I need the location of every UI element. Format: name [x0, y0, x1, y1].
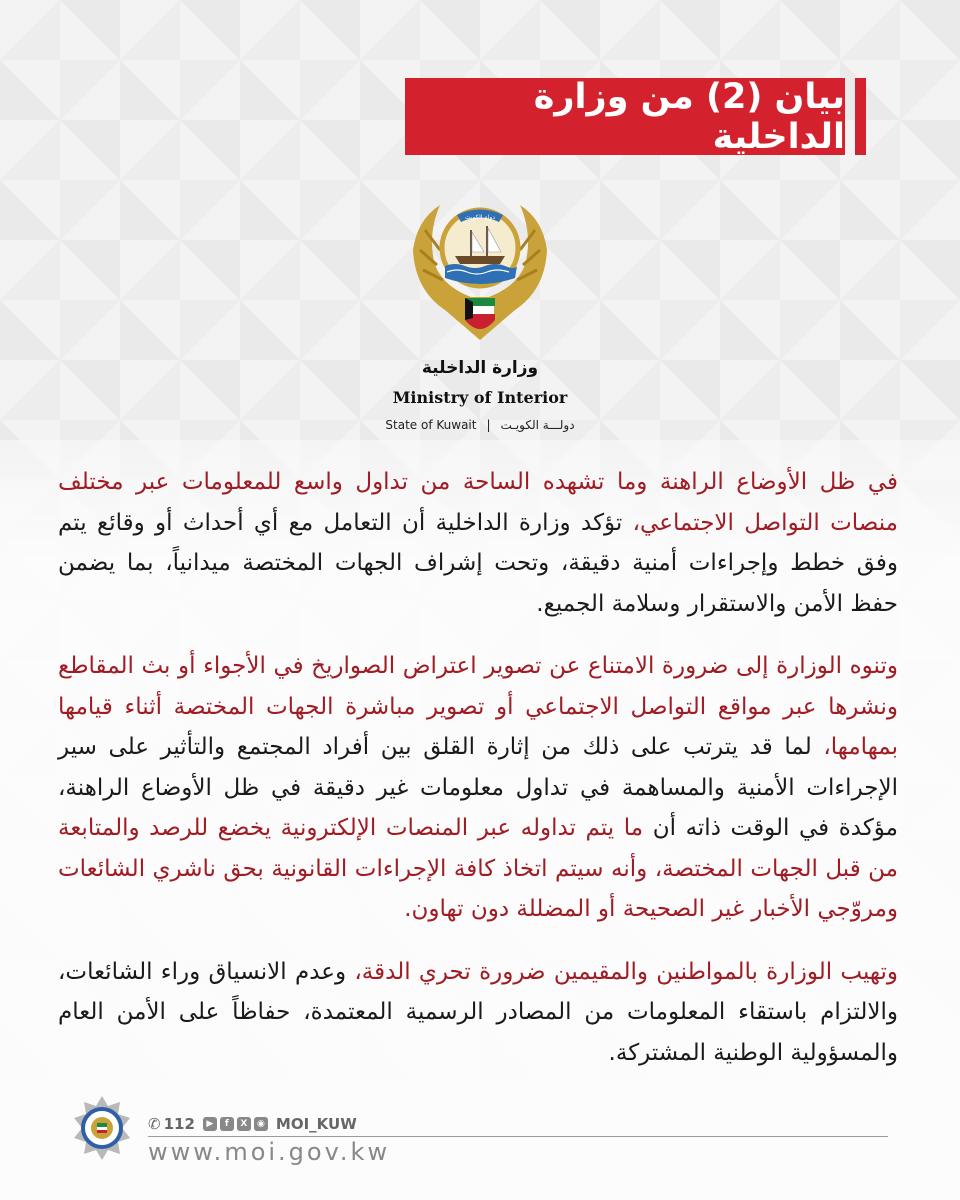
title-banner [405, 78, 845, 155]
paragraph-3-highlight: وتهيب الوزارة بالمواطنين والمقيمين ضرورة تحري الدقة، [354, 958, 899, 985]
kuwait-police-badge-icon [70, 1096, 134, 1160]
ministry-name-ar: وزارة الداخلية [421, 358, 539, 378]
facebook-icon[interactable]: f [220, 1117, 234, 1131]
social-icons [203, 1117, 268, 1131]
statement-body [58, 462, 898, 1095]
state-line [330, 418, 630, 432]
social-handle[interactable]: MOI_KUW [275, 1115, 357, 1133]
paragraph-2-highlight: وتنوه الوزارة إلى ضرورة الامتناع عن تصوير اعتراض الصواريخ في الأجواء أو بث المقاطع ونشرها عبر مواقع التواصل الاجتماعي أو تصوير مباشرة الجهات المختصة أثناء قيامها بمهامها، [58, 653, 898, 760]
phone-number: 112 [163, 1115, 195, 1133]
paragraph-1-highlight: في ظل الأوضاع الراهنة وما تشهده الساحة من تداول واسع للمعلومات عبر مختلف منصات التواصل الاجتماعي، [58, 469, 898, 536]
paragraph-2-text: لما قد يترتب على ذلك من إثارة القلق بين أفراد المجتمع والتأثير على سير الإجراءات الأمنية والمساهمة في تداول معلومات غير دقيقة في ظل الأوضاع الراهنة، مؤكدة في الوقت ذاته أن [58, 734, 898, 841]
paragraph-1-text: تؤكد وزارة الداخلية أن التعامل مع أي أحداث أو وقائع يتم وفق خطط وإجراءات أمنية دقيقة، وتحت إشراف الجهات المختصة ميدانياً، بما يضمن حفظ الأمن والاستقرار وسلامة الجميع. [58, 509, 898, 617]
x-icon[interactable]: X [237, 1117, 251, 1131]
state-separator: | [486, 418, 491, 432]
paragraph-3 [58, 952, 898, 1074]
phone-icon: ✆ [148, 1115, 161, 1133]
ministry-name-en: Ministry of Interior [392, 388, 568, 407]
footer-divider [148, 1136, 888, 1137]
instagram-icon[interactable]: ◉ [254, 1117, 268, 1131]
state-name-en: State of Kuwait [385, 418, 477, 432]
paragraph-1 [58, 462, 898, 624]
youtube-icon[interactable]: ▶ [203, 1117, 217, 1131]
state-name-ar: دولـــة الكويـت [500, 418, 575, 432]
paragraph-2 [58, 646, 898, 930]
kuwait-state-emblem-icon [405, 190, 555, 350]
paragraph-3-text: وعدم الانسياق وراء الشائعات، والالتزام باستقاء المعلومات من المصادر الرسمية المعتمدة، حفاظاً على الأمن العام والمسؤولية الوطنية المشتركة. [58, 958, 898, 1066]
paragraph-2-highlight-2: ما يتم تداوله عبر المنصات الإلكترونية يخضع للرصد والمتابعة من قبل الجهات المختصة، وأنه سيتم اتخاذ كافة الإجراءات القانونية بحق ناشري الشائعات ومروّجي الأخبار غير الصحيحة أو المضللة دون تهاون. [58, 815, 898, 922]
emergency-phone[interactable] [148, 1115, 195, 1133]
title-accent [855, 78, 866, 155]
footer-contact-row [148, 1115, 357, 1133]
website-link[interactable]: www.moi.gov.kw [148, 1138, 391, 1166]
page-title: بيان (2) من وزارة الداخلية [533, 76, 845, 157]
svg-text:دولة الكويت: دولة الكويت [465, 214, 495, 221]
